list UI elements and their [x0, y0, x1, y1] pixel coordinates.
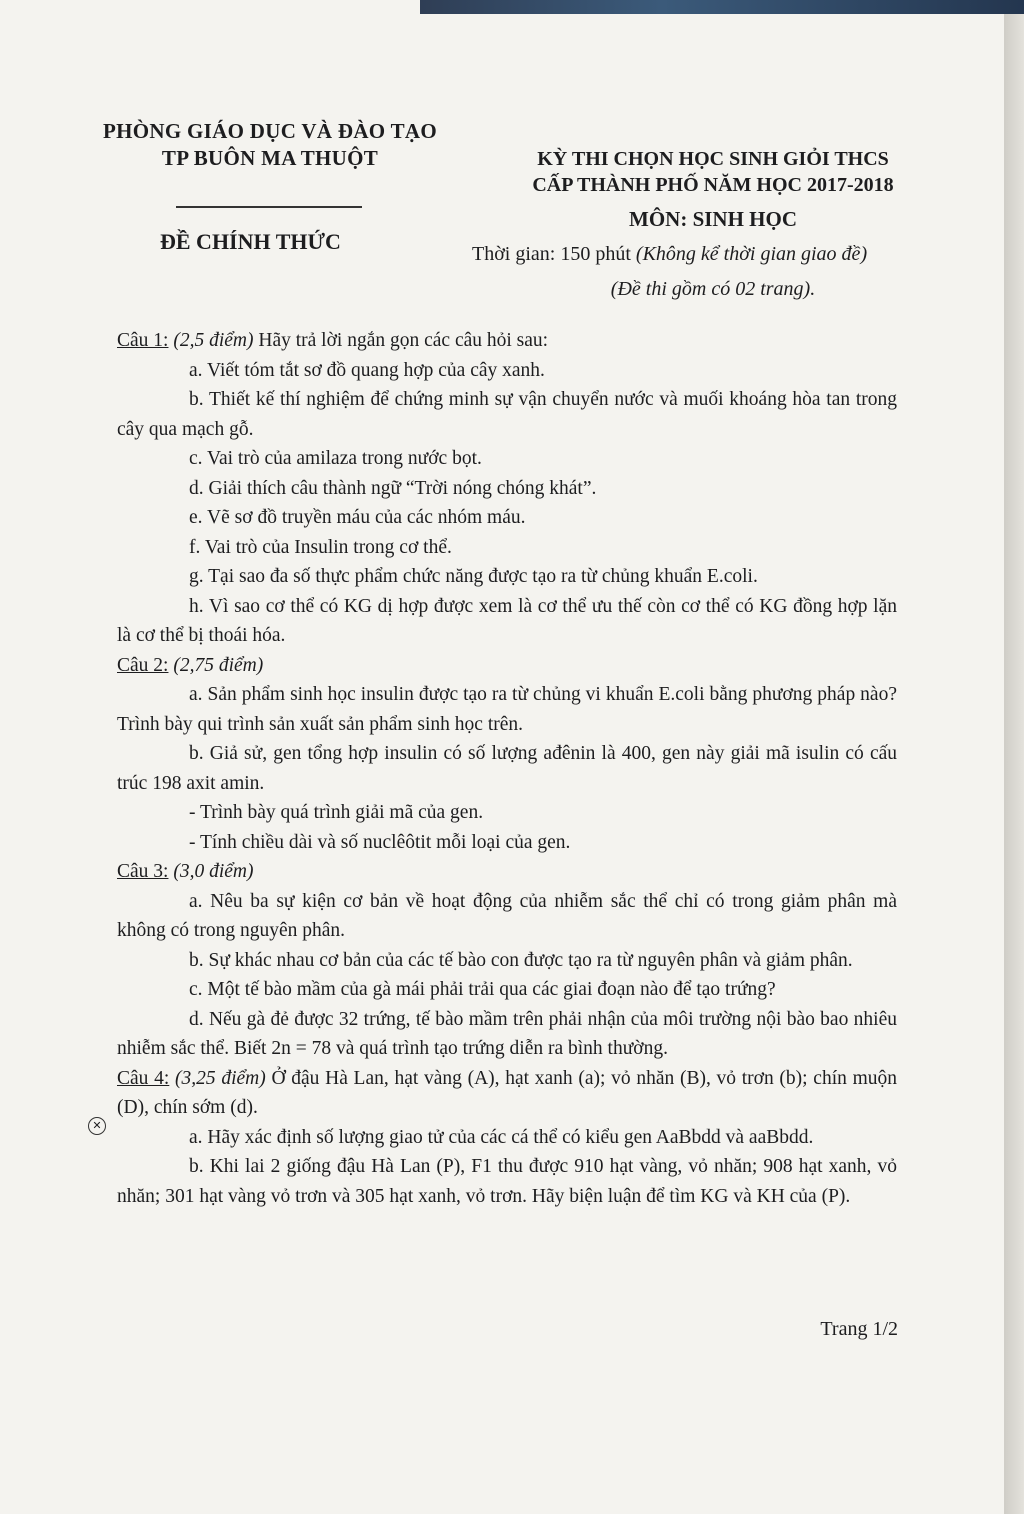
header-divider — [176, 206, 362, 208]
question-score: (3,0 điểm) — [173, 861, 254, 882]
department-name: PHÒNG GIÁO DỤC VÀ ĐÀO TẠO — [103, 119, 437, 143]
question-intro: Hãy trả lời ngắn gọn các câu hỏi sau: — [253, 330, 549, 351]
question-1d: d. Giải thích câu thành ngữ “Trời nóng chóng khát”. — [189, 477, 597, 499]
question-3c: c. Một tế bào mầm của gà mái phải trải qua các giai đoạn nào để tạo trứng? — [189, 979, 776, 1000]
question-3d: d. Nếu gà đẻ được 32 trứng, tế bào mầm trên phải nhận của môi trường nội bào bao nhiêu nhiễm sắc thể. Biết 2n = 78 và quá trình tạo trứng diễn ra bình thường. — [117, 1008, 897, 1059]
department-city: TP BUÔN MA THUỘT — [161, 146, 379, 170]
question-1a: a. Viết tóm tắt sơ đồ quang hợp của cây xanh. — [189, 359, 545, 381]
question-1c: c. Vai trò của amilaza trong nước bọt. — [189, 448, 482, 469]
question-2-heading — [117, 651, 897, 681]
question-1e: e. Vẽ sơ đồ truyền máu của các nhóm máu. — [189, 507, 526, 528]
exam-header — [478, 146, 948, 198]
question-2a: a. Sản phẩm sinh học insulin được tạo ra từ chủng vi khuẩn E.coli bằng phương pháp nào? Trình bày qui trình sản xuất sản phẩm sinh học trên. — [117, 684, 897, 735]
question-intro: Ở đậu Hà Lan, hạt vàng (A), hạt xanh (a); vỏ nhăn (B), vỏ trơn (b); chín muộn (D), chín sớm (d). — [117, 1067, 897, 1118]
question-3a: a. Nêu ba sự kiện cơ bản về hoạt động của nhiễm sắc thể chỉ có trong giảm phân mà không có trong nguyên phân. — [117, 890, 897, 941]
question-3b: b. Sự khác nhau cơ bản của các tế bào con được tạo ra từ nguyên phân và giảm phân. — [189, 949, 853, 971]
question-1h: h. Vì sao cơ thể có KG dị hợp được xem là cơ thể ưu thế còn cơ thể có KG đồng hợp lặn là cơ thể bị thoái hóa. — [117, 595, 897, 646]
exam-questions — [117, 326, 897, 1211]
department-header — [70, 118, 470, 172]
official-label: ĐỀ CHÍNH THỨC — [160, 229, 341, 254]
question-label: Câu 3: — [117, 861, 169, 882]
exam-year: CẤP THÀNH PHỐ NĂM HỌC 2017-2018 — [532, 174, 894, 196]
question-1g: g. Tại sao đa số thực phẩm chức năng được tạo ra từ chủng khuẩn E.coli. — [189, 566, 758, 587]
question-3-heading — [117, 857, 897, 887]
question-label: Câu 2: — [117, 654, 169, 676]
time-main: Thời gian: 150 phút — [472, 243, 631, 265]
question-2b: b. Giả sử, gen tổng hợp insulin có số lượng ađênin là 400, gen này giải mã isulin có cấu trúc 198 axit amin. — [117, 743, 897, 794]
question-2b-item-1: - Trình bày quá trình giải mã của gen. — [189, 802, 484, 823]
time-note: (Không kể thời gian giao đề) — [635, 243, 868, 265]
question-1f: f. Vai trò của Insulin trong cơ thể. — [189, 536, 452, 558]
exam-time — [472, 243, 952, 266]
question-4b: b. Khi lai 2 giống đậu Hà Lan (P), F1 thu được 910 hạt vàng, vỏ nhăn; 908 hạt xanh, vỏ nhăn; 301 hạt vàng vỏ trơn và 305 hạt xanh, vỏ trơn. Hãy biện luận để tìm KG và KH của (P). — [117, 1156, 897, 1207]
question-label: Câu 4: — [117, 1067, 170, 1089]
paper-edge — [1004, 0, 1024, 1514]
top-border-strip — [420, 0, 1024, 14]
question-score: (3,25 điểm) — [175, 1067, 266, 1089]
question-label: Câu 1: — [117, 330, 169, 351]
question-4a: a. Hãy xác định số lượng giao tử của các cá thể có kiểu gen AaBbdd và aaBbdd. — [189, 1126, 814, 1148]
question-4-heading — [117, 1064, 897, 1123]
page-number: Trang 1/2 — [820, 1318, 898, 1340]
exam-title: KỲ THI CHỌN HỌC SINH GIỎI THCS — [537, 148, 889, 170]
question-score: (2,5 điểm) — [173, 330, 254, 351]
circled-mark-icon: ✕ — [88, 1117, 106, 1135]
question-2b-item-2: - Tính chiều dài và số nuclêôtit mỗi loại của gen. — [189, 831, 571, 853]
pages-note: (Đề thi gồm có 02 trang). — [610, 278, 816, 300]
question-1b: b. Thiết kế thí nghiệm để chứng minh sự vận chuyển nước và muối khoáng hòa tan trong cây qua mạch gỗ. — [117, 389, 897, 440]
question-score: (2,75 điểm) — [173, 654, 264, 676]
exam-subject: MÔN: SINH HỌC — [629, 207, 797, 231]
question-1-heading — [117, 326, 897, 356]
